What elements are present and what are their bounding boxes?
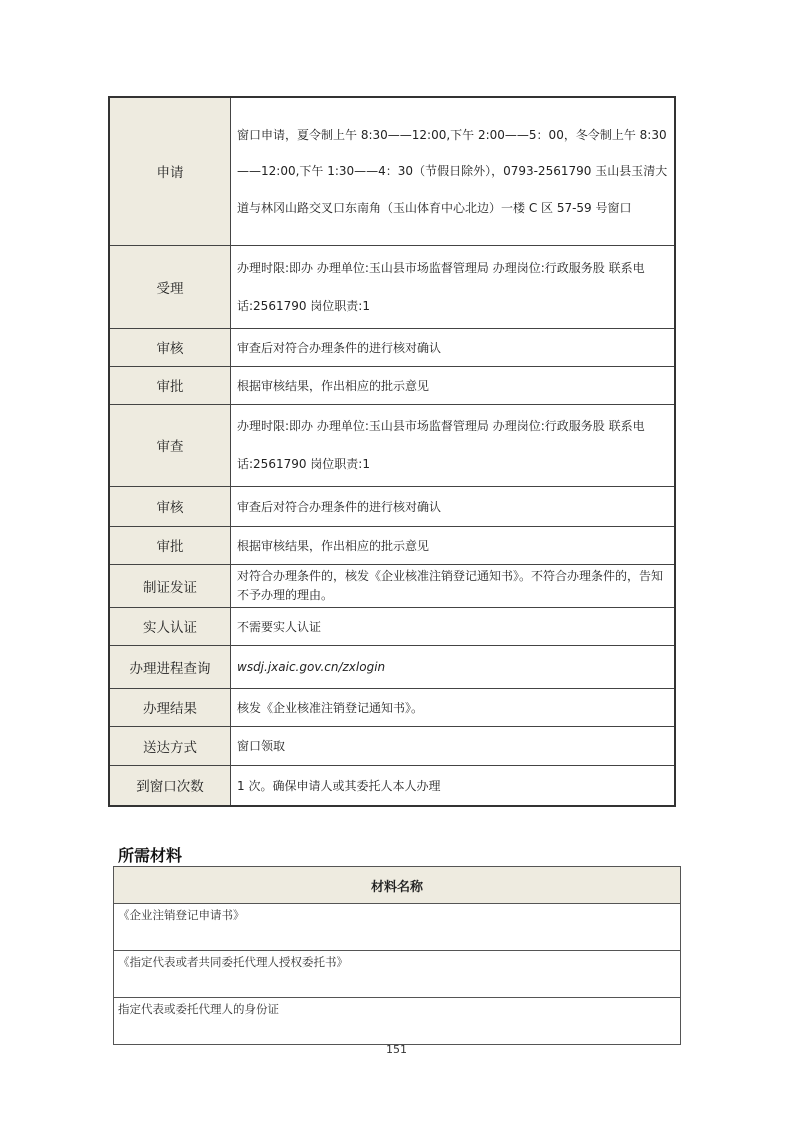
table-row — [114, 998, 681, 1045]
row-label: 到窗口次数 — [109, 765, 231, 806]
row-value: 窗口申请，夏令制上午 8:30——12:00,下午 2:00——5：00，冬令制上午 8:30——12:00,下午 1:30——4：30（节假日除外），0793-2561790 玉山县玉清大道与林冈山路交叉口东南角（玉山体育中心北边）一楼 C 区 57-59 号窗口 — [231, 97, 676, 245]
table-row — [109, 404, 675, 486]
table-row — [109, 564, 675, 607]
row-value: 审查后对符合办理条件的进行核对确认 — [231, 486, 676, 526]
row-label: 审批 — [109, 366, 231, 404]
row-value: 办理时限:即办 办理单位:玉山县市场监督管理局 办理岗位:行政服务股 联系电话:2561790 岗位职责:1 — [231, 245, 676, 328]
row-value: 对符合办理条件的，核发《企业核准注销登记通知书》。不符合办理条件的，告知不予办理的理由。 — [231, 564, 676, 607]
row-value: 不需要实人认证 — [231, 607, 676, 645]
row-value: 审查后对符合办理条件的进行核对确认 — [231, 328, 676, 366]
row-label: 审查 — [109, 404, 231, 486]
row-label: 制证发证 — [109, 564, 231, 607]
row-label: 送达方式 — [109, 726, 231, 765]
table-row — [114, 904, 681, 951]
table-row — [109, 526, 675, 564]
row-value: 办理时限:即办 办理单位:玉山县市场监督管理局 办理岗位:行政服务股 联系电话:2561790 岗位职责:1 — [231, 404, 676, 486]
table-row — [109, 688, 675, 726]
row-value: 根据审核结果，作出相应的批示意见 — [231, 526, 676, 564]
page-number: 151 — [386, 1043, 407, 1056]
table-row — [109, 366, 675, 404]
table-row — [109, 765, 675, 806]
row-label: 办理结果 — [109, 688, 231, 726]
row-label: 实人认证 — [109, 607, 231, 645]
table-row — [109, 645, 675, 688]
material-item: 《指定代表或者共同委托代理人授权委托书》 — [114, 951, 681, 998]
table-row — [109, 97, 675, 245]
table-row — [109, 486, 675, 526]
table-row — [109, 328, 675, 366]
row-value: 窗口领取 — [231, 726, 676, 765]
process-table — [108, 96, 676, 807]
row-value: 核发《企业核准注销登记通知书》。 — [231, 688, 676, 726]
row-label: 审核 — [109, 486, 231, 526]
table-row — [109, 245, 675, 328]
materials-table — [113, 866, 681, 1045]
row-label: 审核 — [109, 328, 231, 366]
table-row — [109, 607, 675, 645]
row-value: 根据审核结果，作出相应的批示意见 — [231, 366, 676, 404]
row-label: 办理进程查询 — [109, 645, 231, 688]
process-query-link[interactable]: wsdj.jxaic.gov.cn/zxlogin — [231, 645, 676, 688]
table-row — [114, 951, 681, 998]
material-item: 指定代表或委托代理人的身份证 — [114, 998, 681, 1045]
row-value: 1 次。确保申请人或其委托人本人办理 — [231, 765, 676, 806]
table-row — [109, 726, 675, 765]
material-item: 《企业注销登记申请书》 — [114, 904, 681, 951]
section-title: 所需材料 — [118, 846, 183, 865]
row-label: 申请 — [109, 97, 231, 245]
row-label: 审批 — [109, 526, 231, 564]
row-label: 受理 — [109, 245, 231, 328]
table-header-row — [114, 867, 681, 904]
column-header: 材料名称 — [114, 867, 681, 904]
